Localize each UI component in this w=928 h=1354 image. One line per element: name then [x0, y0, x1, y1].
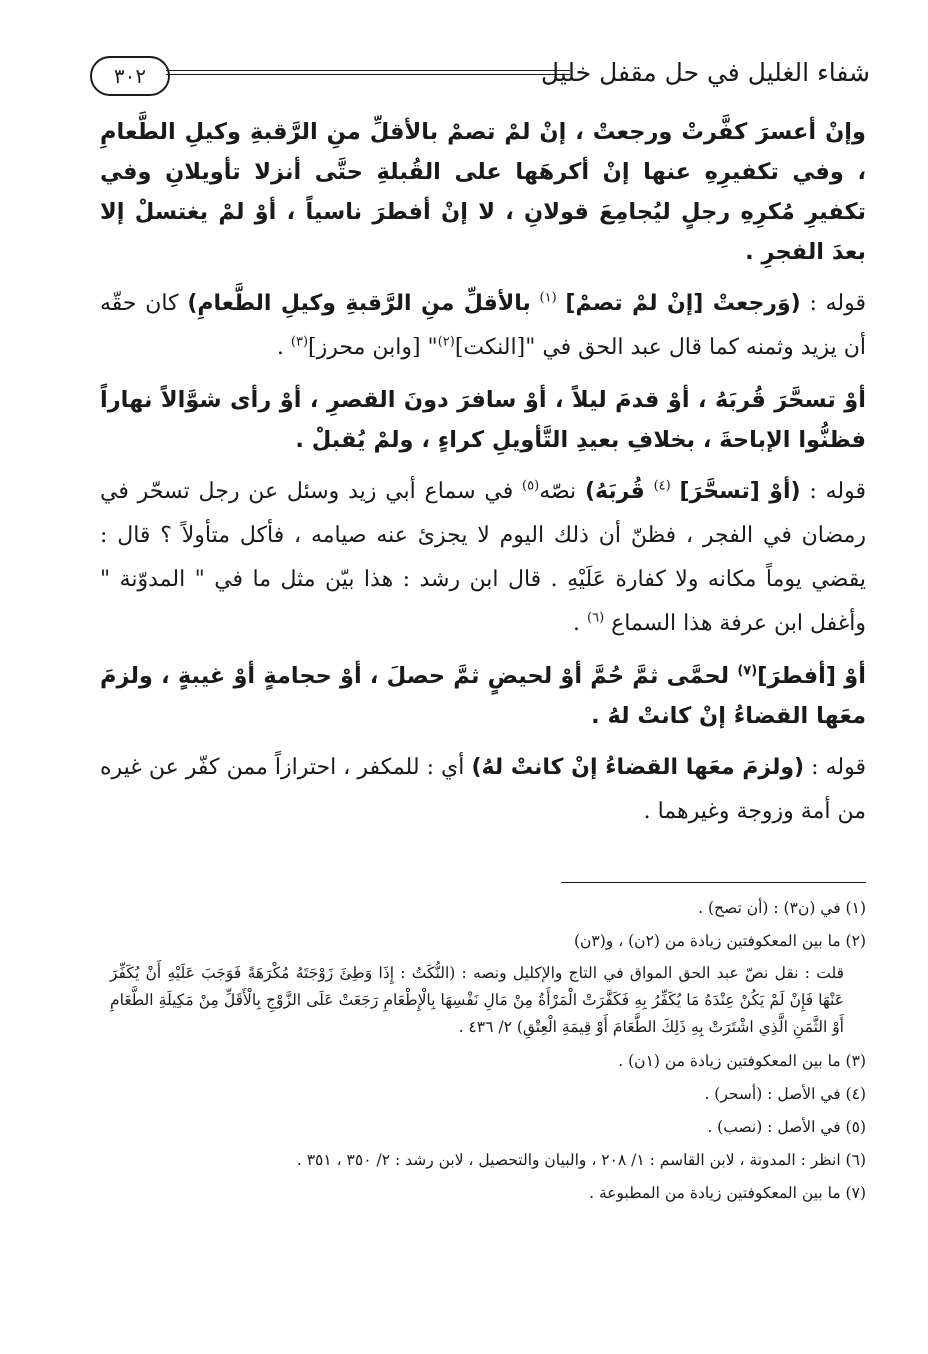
footnote-ref: (٤) [653, 478, 671, 494]
sharh-intro: قوله : [809, 479, 866, 504]
footnote-1: (١) في (ن٣) : (أن تصح) . [698, 899, 866, 917]
running-title: شفاء الغليل في حل مقفل خليل [540, 58, 870, 87]
footnote-ref: (٣) [290, 334, 309, 350]
header-rule [166, 70, 570, 75]
matn-paragraph-1: وإنْ أعسرَ كفَّرتْ ورجعتْ ، إنْ لمْ تصمْ بالأقلِّ منِ الرَّقبةِ وكيلِ الطَّعامِ ، وفي تكفيرِهِ عنها إنْ أكرهَها على القُبلةِ حتَّى أنزلا تأويلانِ وفي تكفيرِ مُكرِهِ رجلٍ ليُجامِعَ قولانِ ، لا إنْ أفطرَ ناسياً ، أوْ لمْ يغتسلْ إلا بعدَ الفجرِ . [100, 119, 866, 265]
sharh-text: نصّه [539, 479, 577, 504]
footnotes [110, 892, 866, 1210]
footnote-4: (٤) في الأصل : (أسحر) . [704, 1085, 866, 1103]
quoted-matn: قُربَهُ) [585, 479, 645, 504]
footnote-2-note: قلت : نقل نصّ عبد الحق المواق في التاج والإكليل ونصه : (النُّكَتُ : إِذَا وَطِئَ زَوْجَتَهُ مُكْرَهَةً فَوَجَبَ عَلَيْهِ أَنْ يُكَفِّرَ عَنْهَا فَإِنْ لَمْ يَكُنْ عِنْدَهُ مَا يُكَفِّرُ بِهِ فَكَفَّرَتْ الْمَرْأَةُ مِنْ مَالِ نَفْسِهَا بِالْإِطْعَامِ رَجَعَتْ عَلَى الزَّوْجِ بِالْأَقَلِّ مِنْ مَكِيلَةِ الطَّعَامِ أَوْ الثَّمَنِ الَّذِي اشْتَرَتْ بِهِ ذَلِكَ الطَّعَامَ أَوْ قِيمَةِ الْعِتْقِ) ٢/ ٤٣٦ . [110, 964, 844, 1036]
sharh-text: أي : للمكفر ، احترازاً ممن كفّر عن غيره من أمة وزوجة وغيرهما . [100, 755, 866, 824]
sharh-text: كان حقّه أن يزيد وثمنه كما قال عبد الحق في "[النكت] [100, 291, 866, 360]
footnote-separator [561, 882, 866, 883]
sharh-text: " [وابن محرز] [308, 335, 438, 360]
matn-text: لحمَّى ثمَّ حُمَّ أوْ لحيضٍ ثمَّ حصلَ ، أوْ حجامةٍ أوْ غيبةٍ ، ولزمَ معَها القضاءُ إنْ كانتْ لهُ . [100, 663, 866, 729]
footnote-ref: (٦) [587, 610, 605, 626]
sharh-intro: قوله : [809, 291, 866, 316]
footnote-2: (٢) ما بين المعكوفتين زيادة من (٢ن) ، و(٣ن) [573, 932, 866, 950]
sharh-paragraph-2: قوله : (أوْ [تسحَّرَ] $^{(٤)}$ قُربَهُ) نصّه$^{(٥)}$ في سماع أبي زيد وسئل عن رجل تسحّر في رمضان في الفجر ، فظنّ أن ذلك اليوم لا يجزئ عنه صيامه ، فأكل متأولاً ؟ قال : يقضي يوماً مكانه ولا كفارة عَلَيْهِ . قال ابن رشد : هذا بيّن مثل ما في " المدوّنة " وأغفل ابن عرفة هذا السماع $^{(٦)}$ . [100, 478, 866, 636]
footnote-3: (٣) ما بين المعكوفتين زيادة من (١ن) . [618, 1052, 866, 1070]
footnote-ref: (٥) [522, 478, 540, 494]
sharh-text: في سماع أبي زيد وسئل عن رجل تسحّر في رمضان في الفجر ، فظنّ أن ذلك اليوم لا يجزئ عنه صيامه ، فأكل متأولاً ؟ قال : يقضي يوماً مكانه ولا كفارة عَلَيْهِ . قال ابن رشد : هذا بيّن مثل ما في " المدوّنة " وأغفل ابن عرفة هذا السماع [100, 479, 866, 636]
sharh-paragraph-1: قوله : (وَرجعتْ [إنْ لمْ تصمْ] $^{(١)}$ بالأقلِّ منِ الرَّقبةِ وكيلِ الطَّعامِ) كان حقّه أن يزيد وثمنه كما قال عبد الحق في "[النكت]$^{(٢)}$" [وابن محرز]$^{(٣)}$ . [100, 290, 866, 360]
sharh-paragraph-3 [100, 746, 866, 834]
quoted-matn: (ولزمَ معَها القضاءُ إنْ كانتْ لهُ) [471, 755, 805, 780]
quoted-matn: (أوْ [تسحَّرَ] [679, 479, 801, 504]
footnote-ref: (٢) [437, 334, 455, 350]
quoted-matn: بالأقلِّ منِ الرَّقبةِ وكيلِ الطَّعامِ) [187, 291, 531, 316]
matn-text: أوْ [أفطرَ] [757, 663, 866, 689]
footnote-ref: (١) [539, 290, 557, 306]
page-header [100, 52, 870, 102]
footnote-ref: (٧) [737, 663, 758, 679]
matn-paragraph-3 [100, 656, 866, 736]
sharh-intro: قوله : [811, 755, 866, 780]
footnote-6: (٦) انظر : المدونة ، لابن القاسم : ١/ ٢٠٨ ، والبيان والتحصيل ، لابن رشد : ٢/ ٣٥٠ ، ٣٥١ . [296, 1151, 866, 1169]
page-number: ٣٠٢ [90, 56, 170, 96]
quoted-matn: (وَرجعتْ [إنْ لمْ تصمْ] [565, 291, 801, 316]
footnote-7: (٧) ما بين المعكوفتين زيادة من المطبوعة . [589, 1184, 866, 1202]
main-text [100, 112, 866, 844]
footnote-5: (٥) في الأصل : (نصب) . [707, 1118, 866, 1136]
matn-paragraph-2: أوْ تسحَّرَ قُربَهُ ، أوْ قدمَ ليلاً ، أوْ سافرَ دونَ القصرِ ، أوْ رأى شوَّالاً نهاراً فظنُّوا الإباحةَ ، بخلافِ بعيدِ التَّأويلِ كراءٍ ، ولمْ يُقبلْ . [100, 387, 866, 453]
